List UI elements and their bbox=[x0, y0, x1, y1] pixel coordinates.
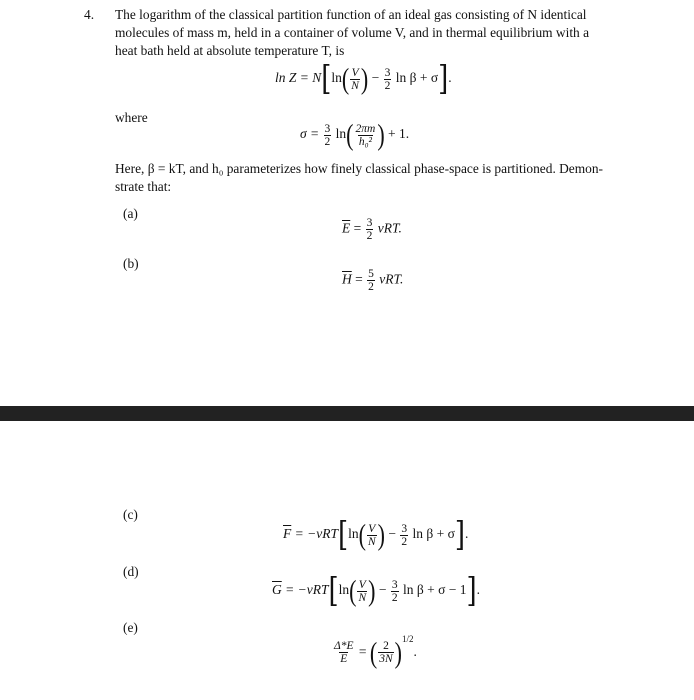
part-e-label: (e) bbox=[123, 620, 138, 635]
here-line-1: Here, β = kT, and h₀ parameterizes how finely classical phase-space is partitioned. Demon- bbox=[115, 161, 604, 176]
part-b-equation: $\overline{H}$ = $\frac{5}{2}$ νRT. bbox=[342, 268, 404, 293]
part-e-equation: $\frac{\Delta*E}{E}$ = ( $\frac{2}{3N}$ )$^{1/2}$. bbox=[334, 634, 417, 670]
part-c-label: (c) bbox=[123, 507, 138, 522]
here-line-2: strate that: bbox=[115, 179, 172, 194]
part-d-equation: $\overline{G} = -\nu RT[\ln$( $\frac{V}{N}$ ) − $\frac{3}{2}$ ln β + σ − 1]. bbox=[272, 571, 480, 611]
intro-line-2: molecules of mass m, held in a container of volume V, and in thermal equilibrium with a bbox=[115, 25, 590, 40]
problem-number: 4. bbox=[84, 7, 95, 22]
sigma-equation: σ = $\frac{3}{2}$ ln( $\frac{2\pi m}{\text{h₀²}}$ ) + 1. bbox=[300, 117, 410, 152]
intro-line-1: The logarithm of the classical partition function of an ideal gas consisting of N identical bbox=[115, 7, 587, 22]
part-d-label: (d) bbox=[123, 564, 139, 579]
part-a-label: (a) bbox=[123, 206, 138, 221]
lnZ-equation: ln Z = N[ln( $\frac{V}{N}$ ) − $\frac{3}{2}$ ln β + σ]. bbox=[275, 59, 452, 99]
part-a-equation: $\overline{E}$ = $\frac{3}{2}$ νRT. bbox=[342, 217, 402, 242]
part-c-equation: $\overline{F} = -\nu RT[\ln$( $\frac{V}{N}$ ) − $\frac{3}{2}$ ln β + σ]. bbox=[283, 515, 469, 555]
divider-bar bbox=[0, 406, 694, 421]
where-label: where bbox=[115, 110, 148, 125]
intro-line-3: heat bath held at absolute temperature T, is bbox=[115, 43, 345, 58]
part-b-label: (b) bbox=[123, 256, 139, 271]
